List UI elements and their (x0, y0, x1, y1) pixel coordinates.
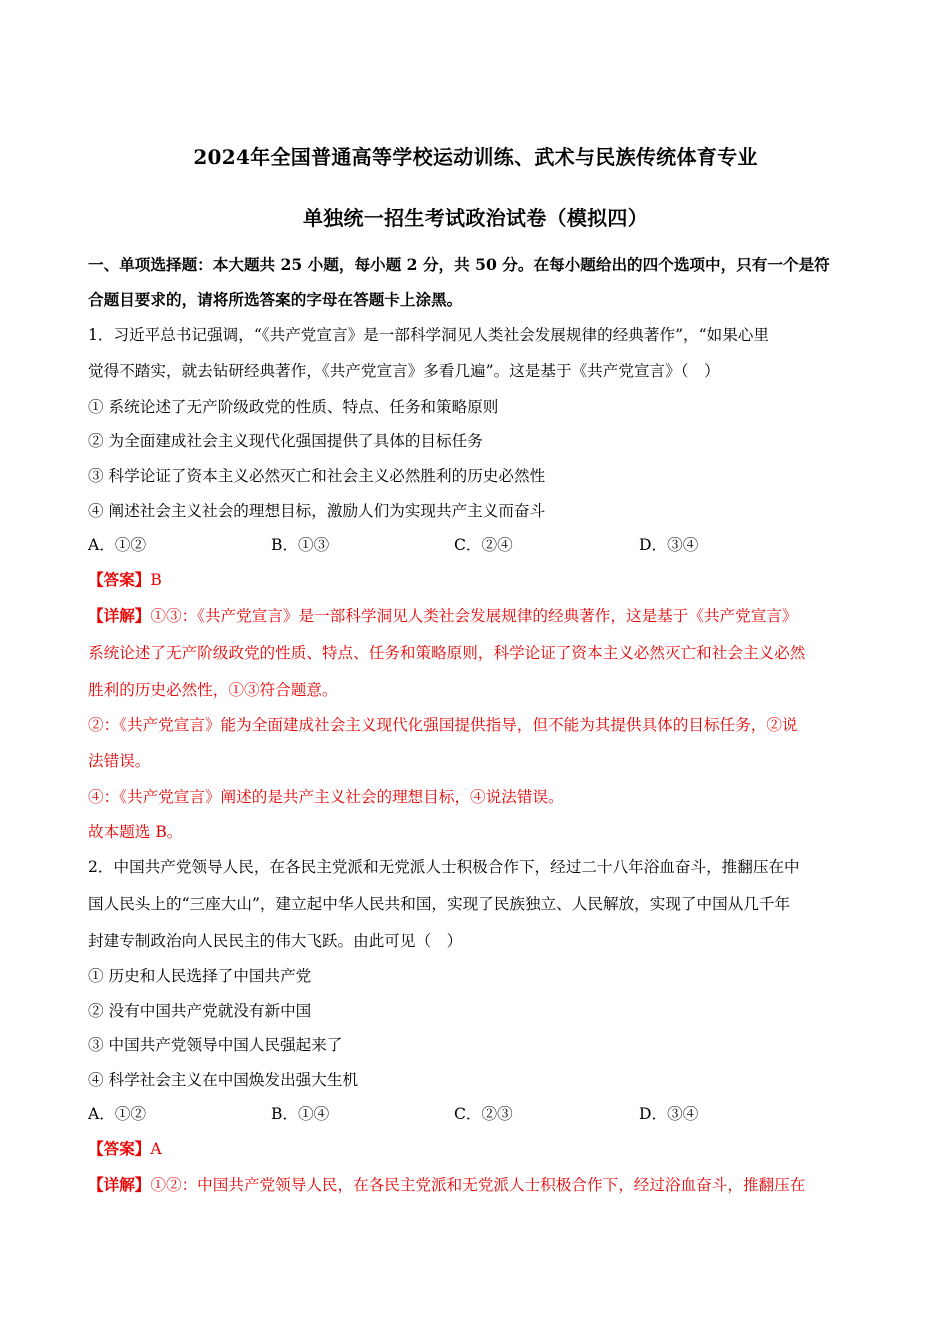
q1-item-2: ② 为全面建成社会主义现代化强国提供了具体的目标任务 (88, 432, 483, 450)
section-heading-line1: 一、单项选择题：本大题共 25 小题，每小题 2 分，共 50 分。在每小题给出的四个选项中，只有一个是符 (88, 255, 830, 274)
q1-detail-line3: 胜利的历史必然性，①③符合题意。 (88, 681, 338, 699)
q2-detail-line1: 【详解】①②：中国共产党领导人民，在各民主党派和无党派人士积极合作下，经过浴血奋斗，推翻压在 (88, 1175, 806, 1194)
q2-answer-label: 【答案】 (88, 1139, 151, 1158)
q1-detail-line1: 【详解】①③：《共产党宣言》是一部科学洞见人类社会发展规律的经典著作，这是基于《共产党宣言》 (88, 606, 798, 625)
q2-answer-value: A (150, 1140, 162, 1158)
q1-answer (88, 570, 863, 590)
q1-option-c: C．②④ (454, 536, 513, 554)
q2-option-d: D．③④ (639, 1105, 699, 1123)
q2-item-1: ① 历史和人民选择了中国共产党 (88, 967, 312, 985)
q1-option-b: B．①③ (271, 536, 330, 554)
q1-detail-line7: 故本题选 B。 (88, 823, 183, 841)
q1-stem-line2: 觉得不踏实，就去钻研经典著作，《共产党宣言》多看几遍”。这是基于《共产党宣言》（ ） (88, 362, 720, 380)
q1-option-d: D．③④ (639, 536, 699, 554)
q1-item-1: ① 系统论述了无产阶级政党的性质、特点、任务和策略原则 (88, 398, 499, 416)
q1-stem-line1: 1．习近平总书记强调，“《共产党宣言》是一部科学洞见人类社会发展规律的经典著作”，“如果心里 (88, 326, 769, 344)
q2-stem-line3: 封建专制政治向人民民主的伟大飞跃。由此可见（ ） (88, 932, 463, 950)
q1-item-3: ③ 科学论证了资本主义必然灭亡和社会主义必然胜利的历史必然性 (88, 467, 546, 485)
section-heading-line2: 合题目要求的，请将所选答案的字母在答题卡上涂黑。 (88, 290, 463, 309)
q2-item-4: ④ 科学社会主义在中国焕发出强大生机 (88, 1071, 359, 1089)
q1-detail-line4: ②：《共产党宣言》能为全面建成社会主义现代化强国提供指导，但不能为其提供具体的目标任务，②说 (88, 716, 798, 734)
q1-detail-line5: 法错误。 (88, 752, 151, 770)
q2-detail-label: 【详解】 (88, 1175, 151, 1194)
document-title-line2: 单独统一招生考试政治试卷（模拟四） (302, 206, 649, 230)
q1-detail-line6: ④：《共产党宣言》阐述的是共产主义社会的理想目标，④说法错误。 (88, 788, 564, 806)
q1-item-4: ④ 阐述社会主义社会的理想目标，激励人们为实现共产主义而奋斗 (88, 502, 546, 520)
q1-detail-line2: 系统论述了无产阶级政党的性质、特点、任务和策略原则，科学论证了资本主义必然灭亡和社会主义必然 (88, 644, 806, 662)
document-title-line1: 2024年全国普通高等学校运动训练、武术与民族传统体育专业 (193, 145, 758, 169)
q1-answer-value: B (150, 571, 162, 589)
q2-option-b: B．①④ (271, 1105, 330, 1123)
q2-item-3: ③ 中国共产党领导中国人民强起来了 (88, 1036, 343, 1054)
q1-option-a: A．①② (88, 536, 147, 554)
q2-stem-line1: 2．中国共产党领导人民，在各民主党派和无党派人士积极合作下，经过二十八年浴血奋斗，推翻压在中 (88, 858, 800, 876)
q1-detail-label: 【详解】 (88, 606, 151, 625)
q2-item-2: ② 没有中国共产党就没有新中国 (88, 1002, 312, 1020)
q2-answer (88, 1139, 863, 1159)
q2-option-a: A．①② (88, 1105, 147, 1123)
q2-stem-line2: 国人民头上的“三座大山”，建立起中华人民共和国，实现了民族独立、人民解放，实现了中国从几千年 (88, 895, 791, 913)
q1-answer-label: 【答案】 (88, 570, 151, 589)
q2-option-c: C．②③ (454, 1105, 513, 1123)
